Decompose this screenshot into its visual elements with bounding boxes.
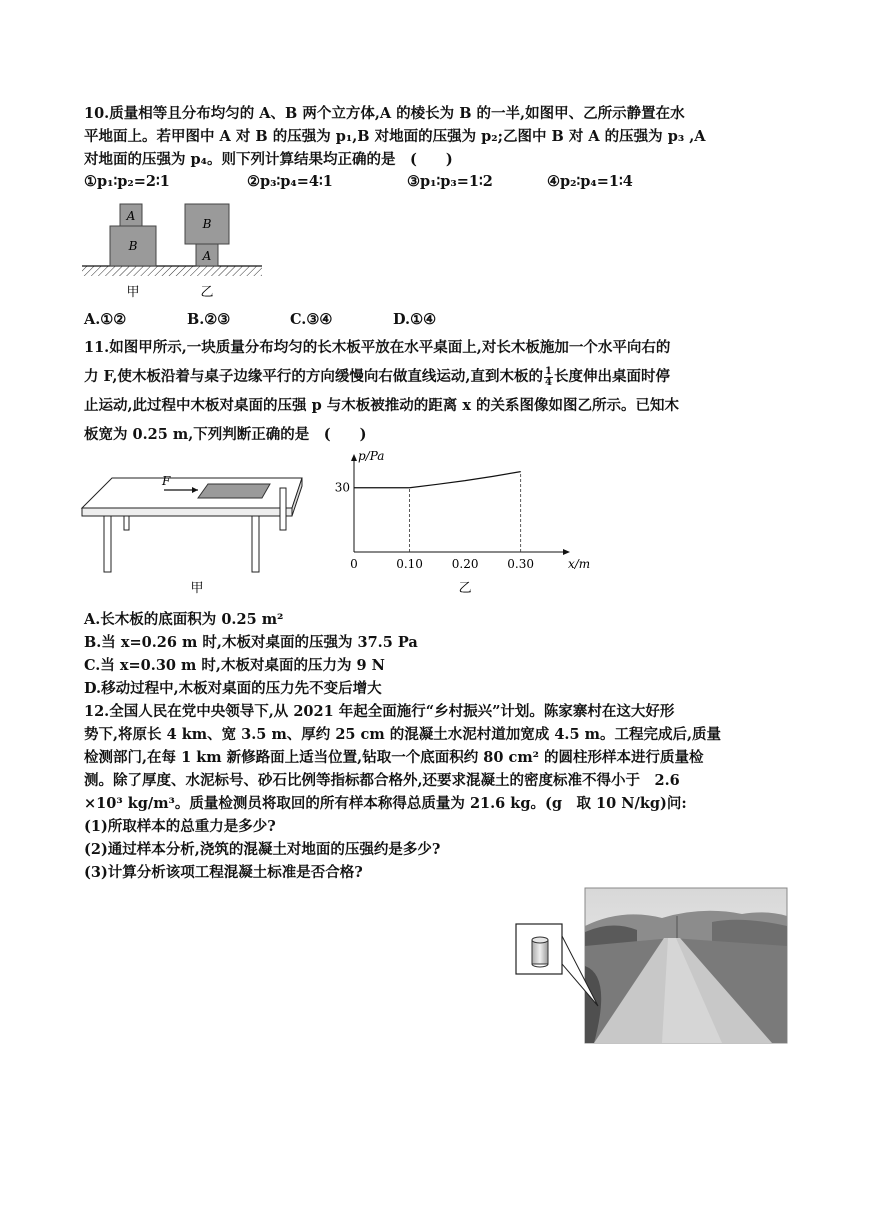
q11-caption-jia: 甲 — [190, 581, 204, 596]
y-axis-arrow — [351, 454, 357, 461]
q12-line2: 势下,将原长 4 km、宽 3.5 m、厚约 25 cm 的混凝土水泥村道加宽成 4.5 m。工程完成后,质量 — [84, 726, 721, 743]
q10-option-d: D.①④ — [393, 311, 437, 328]
x-tick-label: 0.20 — [451, 557, 479, 571]
question-11 — [84, 333, 790, 449]
force-label: F — [162, 474, 171, 488]
q10-options — [84, 311, 436, 328]
y-axis-label: p/Pa — [358, 449, 385, 463]
q10-statement-1: ①p₁∶p₂=2∶1 — [84, 173, 170, 190]
chart-caption-yi: 乙 — [458, 581, 472, 596]
q10-option-b: B.②③ — [187, 311, 231, 328]
table-leg-back-left — [124, 516, 129, 530]
q11-fraction-den: 4 — [544, 376, 552, 388]
q10-line2: 平地面上。若甲图中 A 对 B 的压强为 p₁,B 对地面的压强为 p₂;乙图中 B 对 A 的压强为 p₃ ,A — [84, 128, 706, 145]
question-12 — [84, 700, 790, 884]
q10-option-a: A.①② — [84, 311, 127, 328]
q10-caption-jia: 甲 — [126, 285, 140, 300]
q12-sub1: (1)所取样本的总重力是多少? — [84, 818, 276, 835]
x-tick-label: 0.30 — [507, 557, 535, 571]
chart-marks — [354, 472, 521, 552]
q10-statement-4: ④p₂∶p₄=1∶4 — [547, 173, 633, 190]
q11-option-b: B.当 x=0.26 m 时,木板对桌面的压强为 37.5 Pa — [84, 634, 418, 651]
x-tick-label: 0.10 — [396, 557, 423, 571]
q12-road-photo-figure — [512, 886, 788, 1044]
q12-line5: ×10³ kg/m³。质量检测员将取回的所有样本称得总质量为 21.6 kg。(g 取 10 N/kg)问: — [84, 795, 687, 812]
ground-hatch — [82, 266, 262, 276]
q10-option-c: C.③④ — [290, 311, 333, 328]
question-10 — [84, 102, 790, 171]
yi-label-a: A — [202, 249, 212, 263]
chart-axes — [351, 454, 570, 555]
q11-line4: 板宽为 0.25 m,下列判断正确的是 ( ) — [84, 426, 367, 443]
x-axis-label: x/m — [568, 557, 591, 571]
q11-fraction-num: 1 — [544, 365, 552, 377]
long-board — [198, 484, 270, 498]
q11-line2-a: 力 F,使木板沿着与桌子边缘平行的方向缓慢向右做直线运动,直到木板的 — [84, 368, 543, 385]
q11-line2-b: 长度伸出桌面时停 — [553, 368, 670, 385]
q11-option-c: C.当 x=0.30 m 时,木板对桌面的压力为 9 N — [84, 657, 385, 674]
road-photo — [585, 888, 787, 1043]
table-edge — [82, 508, 292, 516]
q11-fraction — [544, 367, 553, 388]
q10-statements — [84, 173, 633, 190]
q11-line2 — [84, 362, 790, 391]
origin-label: 0 — [350, 557, 358, 571]
chart-labels — [335, 449, 590, 596]
x-axis-arrow — [563, 549, 570, 555]
q10-line1: 10.质量相等且分布均匀的 A、B 两个立方体,A 的棱长为 B 的一半,如图甲、乙所示静置在水 — [84, 105, 685, 122]
q10-statement-3: ③p₁∶p₃=1∶2 — [407, 173, 493, 190]
yi-label-b: B — [202, 217, 212, 231]
cylinder-sample-icon — [532, 937, 548, 967]
q10-statement-2: ②p₃∶p₄=4∶1 — [247, 173, 333, 190]
q11-option-a: A.长木板的底面积为 0.25 m² — [84, 611, 284, 628]
jia-label-b: B — [128, 239, 138, 253]
q12-line1: 12.全国人民在党中央领导下,从 2021 年起全面施行“乡村振兴”计划。陈家寨村在这大好形 — [84, 703, 675, 720]
q11-options — [84, 608, 418, 700]
pressure-series-line — [354, 472, 521, 488]
q10-caption-yi: 乙 — [200, 285, 214, 300]
q10-cubes-figure — [82, 200, 262, 302]
q12-sub3: (3)计算分析该项工程混凝土标准是否合格? — [84, 864, 363, 881]
q11-option-d: D.移动过程中,木板对桌面的压力先不变后增大 — [84, 680, 382, 697]
q11-pressure-chart — [326, 449, 591, 600]
q11-line1: 11.如图甲所示,一块质量分布均匀的长木板平放在水平桌面上,对长木板施加一个水平向右的 — [84, 339, 671, 356]
q12-line3: 检测部门,在每 1 km 新修路面上适当位置,钻取一个底面积约 80 cm² 的圆柱形样本进行质量检 — [84, 749, 704, 766]
table-leg-front-left — [104, 516, 111, 572]
q10-line3: 对地面的压强为 p₄。则下列计算结果均正确的是 ( ) — [84, 151, 453, 168]
table-leg-back-right — [280, 488, 286, 530]
q11-line3: 止运动,此过程中木板对桌面的压强 p 与木板被推动的距离 x 的关系图像如图乙所示。已知木 — [84, 397, 680, 414]
y-tick-label: 30 — [334, 480, 350, 495]
table-leg-front-right — [252, 516, 259, 572]
q11-table-figure — [82, 466, 302, 600]
jia-label-a: A — [126, 209, 136, 223]
q12-line4: 测。除了厚度、水泥标号、砂石比例等指标都合格外,还要求混凝土的密度标准不得小于 2.6 — [84, 772, 680, 789]
q12-sub2: (2)通过样本分析,浇筑的混凝土对地面的压强约是多少? — [84, 841, 441, 858]
